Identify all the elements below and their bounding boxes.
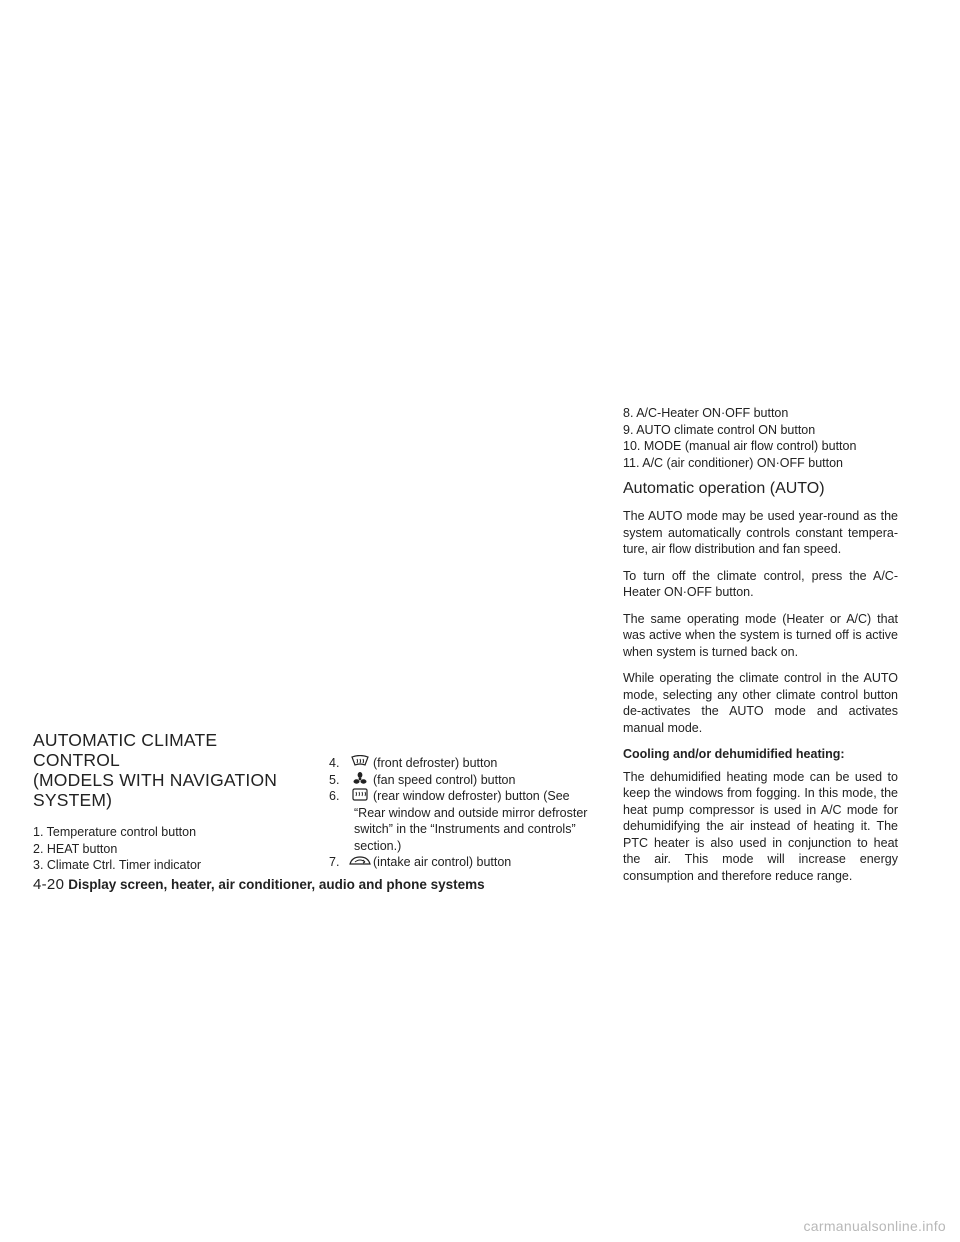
item-text-continued: “Rear window and outside mirror defroster	[354, 805, 588, 820]
column-1	[33, 730, 295, 874]
heading-line-3: SYSTEM)	[33, 790, 113, 810]
list-item: 2. HEAT button	[33, 841, 118, 856]
auto-paragraph: The AUTO mode may be used year-round as the system automatically controls constant tempera-ture, air flow distribution and fan speed.	[623, 509, 898, 556]
intake-air-icon	[347, 854, 373, 868]
front-defroster-icon	[347, 755, 373, 769]
auto-heading: Automatic operation (AUTO)	[623, 480, 825, 497]
item-number: 4.	[329, 756, 340, 770]
item-text-continued: switch” in the “Instruments and controls”	[354, 822, 576, 836]
page-footer	[33, 876, 485, 894]
item-number: 5.	[329, 772, 340, 787]
heading-line-1: AUTOMATIC CLIMATE CONTROL	[33, 730, 218, 770]
item-text-continued: section.)	[354, 838, 402, 853]
heading-line-2: (MODELS WITH NAVIGATION	[33, 770, 278, 790]
item-text: (rear window defroster) button (See	[373, 789, 570, 803]
item-number: 6.	[329, 789, 340, 803]
watermark: carmanualsonline.info	[803, 1218, 946, 1234]
list-item: 1. Temperature control button	[33, 825, 197, 839]
list-item-rear-defroster	[329, 788, 594, 854]
list-item: 8. A/C-Heater ON·OFF button	[623, 406, 789, 420]
control-list-1	[33, 824, 295, 874]
list-item-fan-speed	[329, 772, 594, 789]
auto-paragraph: To turn off the climate control, press the A/C-Heater ON·OFF button.	[623, 568, 898, 599]
item-number: 7.	[329, 855, 340, 869]
cooling-paragraph: The dehumidified heating mode can be used to keep the windows from fogging. In this mode, the heat pump compressor is used in A/C mode for dehumidifying the air instead of heating it. The PTC heater is also used in conjunction to heat the air. This mode will increase energy consumption and therefore reduce range.	[623, 769, 898, 883]
auto-paragraph: While operating the climate control in the AUTO mode, selecting any other climate control button de-activates the AUTO mode and activates manual mode.	[623, 671, 898, 735]
list-item-intake-air	[329, 854, 594, 871]
control-list-3	[623, 405, 898, 471]
list-item: 10. MODE (manual air flow control) button	[623, 439, 857, 453]
cooling-heading: Cooling and/or dehumidified heating:	[623, 747, 845, 761]
page-number: 4-20	[33, 876, 65, 893]
fan-icon	[347, 772, 373, 786]
item-text: (intake air control) button	[373, 855, 512, 869]
item-text: (fan speed control) button	[373, 772, 516, 787]
item-text: (front defroster) button	[373, 756, 498, 770]
list-item: 9. AUTO climate control ON button	[623, 422, 816, 437]
list-item: 11. A/C (air conditioner) ON·OFF button	[623, 455, 843, 470]
rear-defroster-icon	[347, 788, 373, 802]
chapter-title: Display screen, heater, air conditioner, audio and phone systems	[68, 877, 485, 892]
column-2	[329, 755, 594, 871]
column-3	[623, 405, 898, 894]
section-heading	[33, 730, 295, 810]
auto-paragraph: The same operating mode (Heater or A/C) that was active when the system is turned off is active when system is turned back on.	[623, 611, 898, 659]
list-item-front-defroster	[329, 755, 594, 772]
list-item: 3. Climate Ctrl. Timer indicator	[33, 858, 202, 872]
